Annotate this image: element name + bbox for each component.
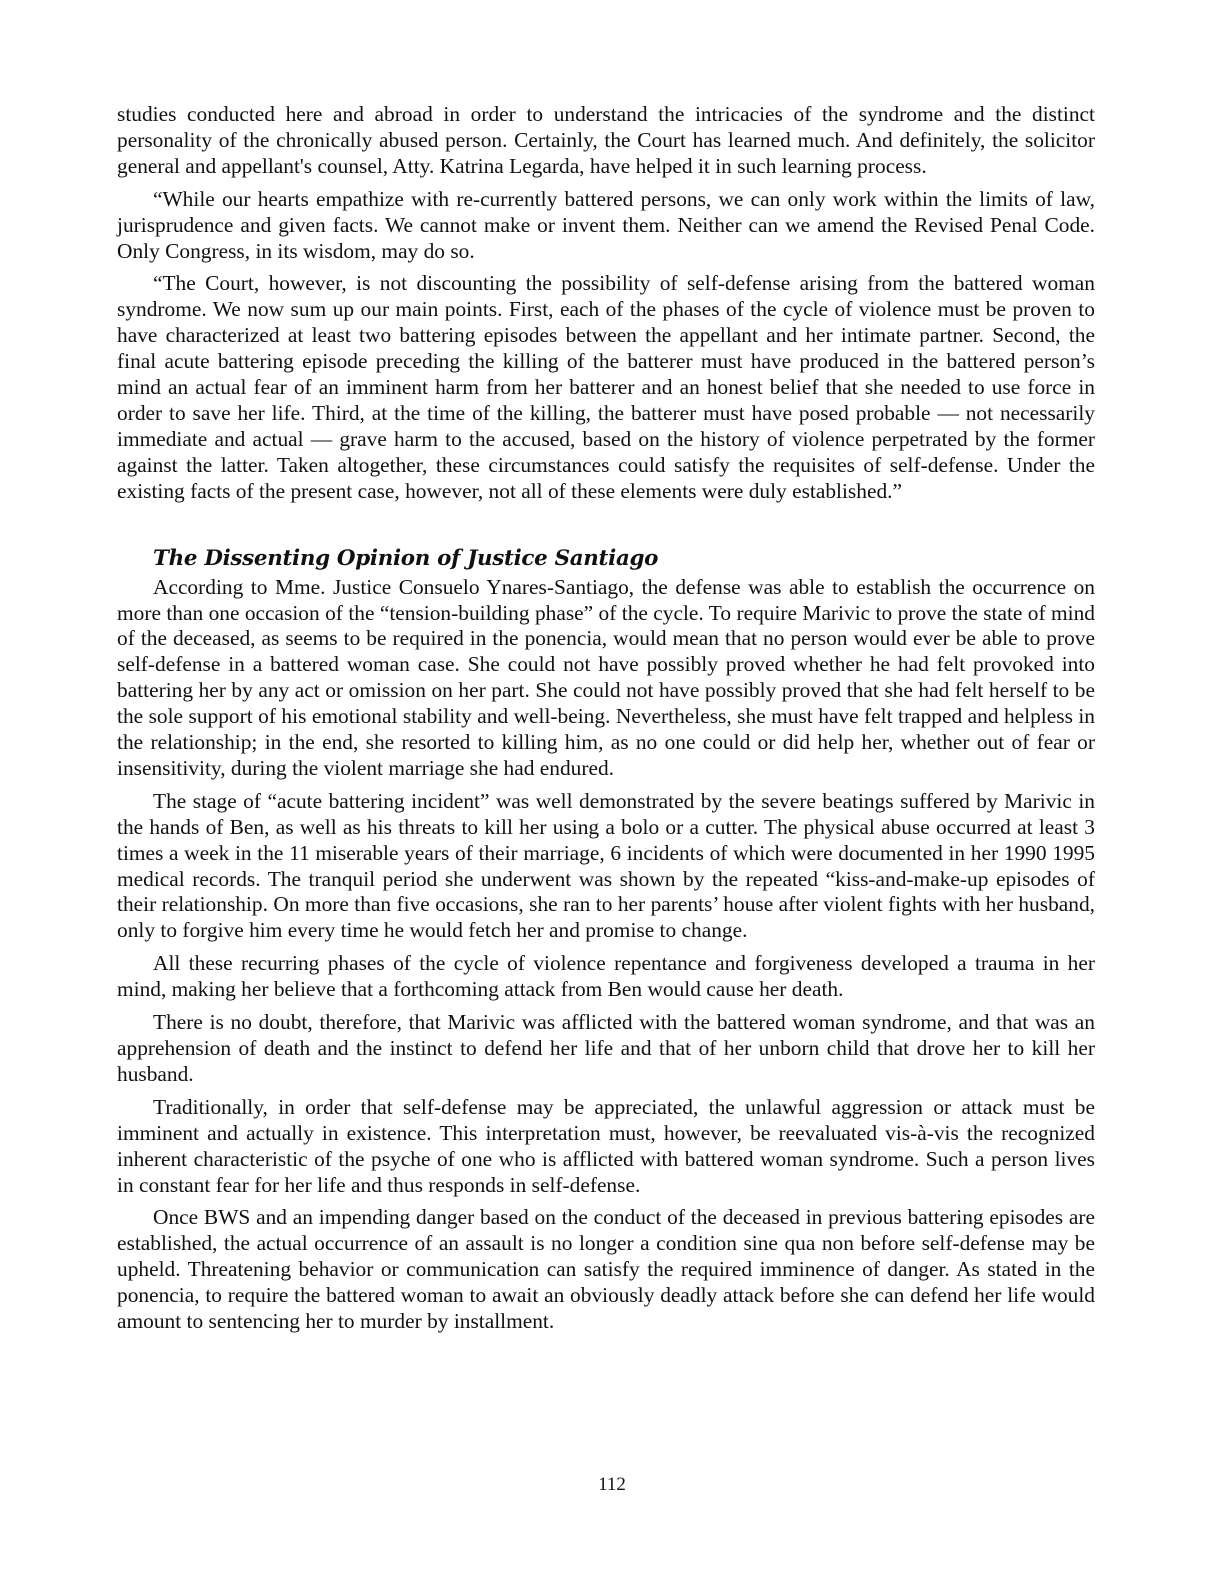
body-paragraph: Once BWS and an impending danger based on the conduct of the deceased in previous battering episodes are established, the actual occurrence of an assault is no longer a condition sine qua non before self-defense may be upheld. Threatening behavior or communication can satisfy the required imminence of danger. As stated in the ponencia, to require the battered woman to await an obviously deadly attack before she can defend her life would amount to sentencing her to murder by installment. <box>117 1205 1095 1334</box>
page-number: 112 <box>598 1474 626 1495</box>
body-paragraph: Traditionally, in order that self-defense may be appreciated, the unlawful aggression or attack must be imminent and actually in existence. This interpretation must, however, be reevaluated vis-à-vis the recognized inherent characteristic of the psyche of one who is afflicted with battered woman syndrome. Such a person lives in constant fear for her life and thus responds in self-defense. <box>117 1094 1095 1197</box>
body-paragraph: According to Mme. Justice Consuelo Ynares-Santiago, the defense was able to establish the occurrence on more than one occasion of the “tension-building phase” of the cycle. To require Marivic to prove the state of mind of the deceased, as seems to be required in the ponencia, would mean that no person would ever be able to prove self-defense in a battered woman case. She could not have possibly proved whether he had felt provoked into battering her by any act or omission on her part. She could not have possibly proved that she had felt herself to be the sole support of his emotional stability and well-being. Nevertheless, she must have felt trapped and helpless in the relationship; in the end, she resorted to killing him, as no one could or did help her, whether out of fear or insensitivity, during the violent marriage she had endured. <box>117 574 1095 780</box>
body-paragraph: The stage of “acute battering incident” was well demonstrated by the severe beatings suffered by Marivic in the hands of Ben, as well as his threats to kill her using a bolo or a cutter. The physical abuse occurred at least 3 times a week in the 11 miserable years of their marriage, 6 incidents of which were documented in her 1990 1995 medical records. The tranquil period she underwent was shown by the repeated “kiss-and-make-up episodes of their relationship. On more than five occasions, she ran to her parents’ house after violent fights with her husband, only to forgive him every time he would fetch her and promise to change. <box>117 788 1095 943</box>
body-paragraph: “The Court, however, is not discounting the possibility of self-defense arising from the battered woman syndrome. We now sum up our main points. First, each of the phases of the cycle of violence must be proven to have characterized at least two battering episodes between the appellant and her intimate partner. Second, the final acute battering episode preceding the killing of the batterer must have produced in the battered person’s mind an actual fear of an imminent harm from her batterer and an honest belief that she needed to use force in order to save her life. Third, at the time of the killing, the batterer must have posed probable — not necessarily immediate and actual — grave harm to the accused, based on the history of violence perpetrated by the former against the latter. Taken altogether, these circumstances could satisfy the requisites of self-defense. Under the existing facts of the present case, however, not all of these elements were duly established.” <box>117 271 1095 503</box>
body-paragraph: “While our hearts empathize with re-currently battered persons, we can only work within the limits of law, jurisprudence and given facts. We cannot make or invent them. Neither can we amend the Revised Penal Code. Only Congress, in its wisdom, may do so. <box>117 186 1095 263</box>
body-paragraph: All these recurring phases of the cycle of violence repentance and forgiveness developed a trauma in her mind, making her believe that a forthcoming attack from Ben would cause her death. <box>117 951 1095 1002</box>
body-paragraph: studies conducted here and abroad in order to understand the intricacies of the syndrome and the distinct personality of the chronically abused person. Certainly, the Court has learned much. And definitely, the solicitor general and appellant's counsel, Atty. Katrina Legarda, have helped it in such learning process. <box>117 102 1095 178</box>
document-page <box>117 102 1095 1342</box>
section-heading: The Dissenting Opinion of Justice Santiago <box>153 545 659 571</box>
body-paragraph: There is no doubt, therefore, that Marivic was afflicted with the battered woman syndrome, and that was an apprehension of death and the instinct to defend her life and that of her unborn child that drove her to kill her husband. <box>117 1010 1095 1086</box>
